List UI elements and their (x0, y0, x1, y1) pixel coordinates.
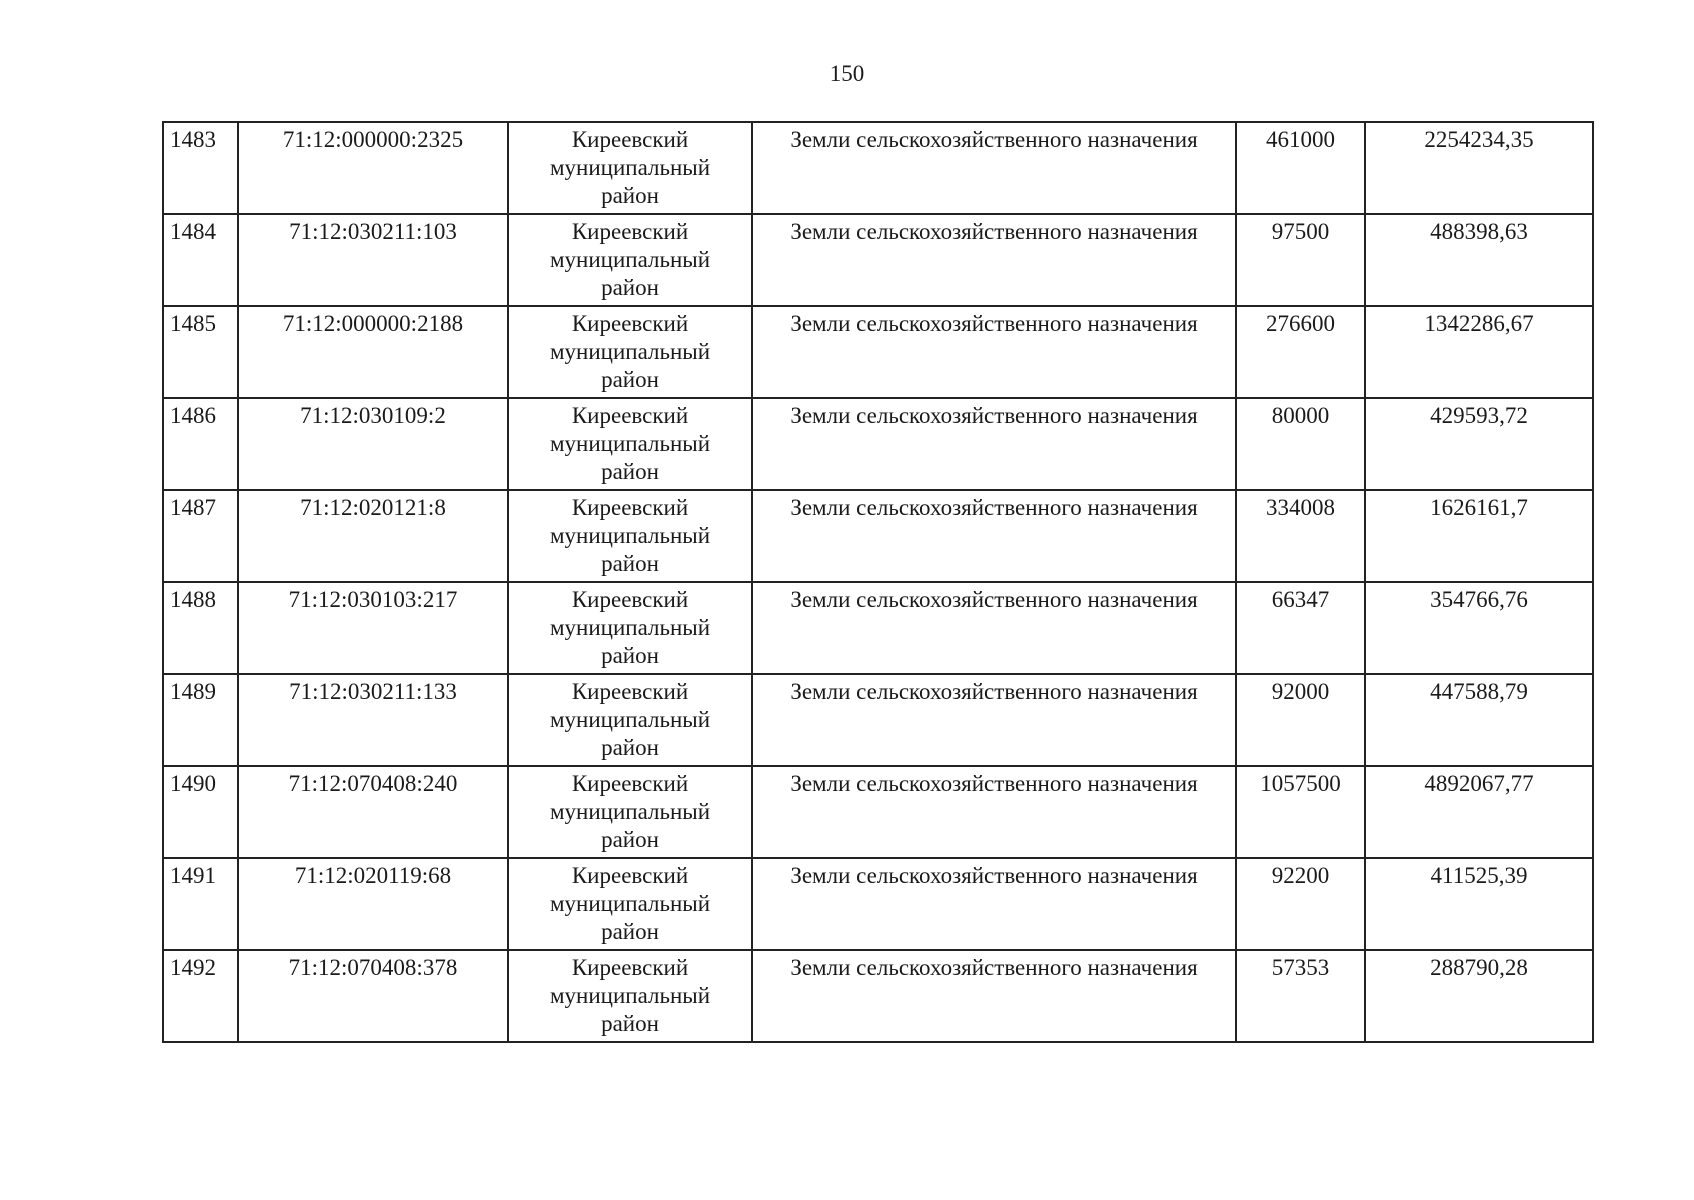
page-number: 150 (829, 61, 865, 86)
district-type: муниципальный (549, 431, 711, 456)
row-number: 1488 (163, 582, 238, 674)
district-unit: район (601, 1011, 659, 1036)
area: 57353 (1236, 950, 1365, 1042)
table-body (163, 122, 1593, 1042)
district-unit: район (601, 551, 659, 576)
cadastral-value: 488398,63 (1365, 214, 1593, 306)
district-type: муниципальный (549, 707, 711, 732)
district-name: Киреевский (571, 495, 689, 520)
row-number: 1483 (163, 122, 238, 214)
district-unit: район (601, 643, 659, 668)
district-cell (508, 398, 752, 490)
cadastral-value: 288790,28 (1365, 950, 1593, 1042)
area: 1057500 (1236, 766, 1365, 858)
cadastral-value: 447588,79 (1365, 674, 1593, 766)
cadastral-value: 2254234,35 (1365, 122, 1593, 214)
district-unit: район (601, 735, 659, 760)
district-cell (508, 490, 752, 582)
cadastral-number: 71:12:070408:378 (238, 950, 508, 1042)
land-category: Земли сельскохозяйственного назначения (752, 306, 1236, 398)
district-cell (508, 306, 752, 398)
cadastral-value: 4892067,77 (1365, 766, 1593, 858)
district-unit: район (601, 183, 659, 208)
district-type: муниципальный (549, 155, 711, 180)
district-name: Киреевский (571, 219, 689, 244)
district-cell (508, 674, 752, 766)
district-name: Киреевский (571, 403, 689, 428)
cadastral-value: 411525,39 (1365, 858, 1593, 950)
area: 92000 (1236, 674, 1365, 766)
district-cell (508, 214, 752, 306)
cadastral-number: 71:12:020119:68 (238, 858, 508, 950)
table-row (163, 306, 1593, 398)
district-name: Киреевский (571, 587, 689, 612)
table-row (163, 674, 1593, 766)
land-category: Земли сельскохозяйственного назначения (752, 214, 1236, 306)
cadastral-number: 71:12:000000:2325 (238, 122, 508, 214)
district-unit: район (601, 919, 659, 944)
district-cell (508, 582, 752, 674)
row-number: 1492 (163, 950, 238, 1042)
row-number: 1484 (163, 214, 238, 306)
row-number: 1489 (163, 674, 238, 766)
row-number: 1485 (163, 306, 238, 398)
table-row (163, 398, 1593, 490)
table-row (163, 122, 1593, 214)
land-category: Земли сельскохозяйственного назначения (752, 490, 1236, 582)
district-type: муниципальный (549, 615, 711, 640)
row-number: 1487 (163, 490, 238, 582)
land-category: Земли сельскохозяйственного назначения (752, 858, 1236, 950)
district-unit: район (601, 275, 659, 300)
area: 66347 (1236, 582, 1365, 674)
table-row (163, 490, 1593, 582)
land-category: Земли сельскохозяйственного назначения (752, 122, 1236, 214)
area: 80000 (1236, 398, 1365, 490)
district-type: муниципальный (549, 799, 711, 824)
district-type: муниципальный (549, 523, 711, 548)
table-row (163, 858, 1593, 950)
area: 276600 (1236, 306, 1365, 398)
district-unit: район (601, 827, 659, 852)
area: 97500 (1236, 214, 1365, 306)
table-row (163, 582, 1593, 674)
cadastral-value: 1626161,7 (1365, 490, 1593, 582)
district-cell (508, 858, 752, 950)
cadastral-number: 71:12:030211:103 (238, 214, 508, 306)
district-name: Киреевский (571, 863, 689, 888)
district-cell (508, 766, 752, 858)
cadastral-number: 71:12:070408:240 (238, 766, 508, 858)
cadastral-value: 1342286,67 (1365, 306, 1593, 398)
cadastral-value: 429593,72 (1365, 398, 1593, 490)
district-name: Киреевский (571, 311, 689, 336)
land-registry-table (162, 121, 1594, 1043)
land-category: Земли сельскохозяйственного назначения (752, 582, 1236, 674)
table-row (163, 766, 1593, 858)
row-number: 1490 (163, 766, 238, 858)
cadastral-number: 71:12:020121:8 (238, 490, 508, 582)
land-category: Земли сельскохозяйственного назначения (752, 674, 1236, 766)
district-name: Киреевский (571, 955, 689, 980)
district-name: Киреевский (571, 127, 689, 152)
district-type: муниципальный (549, 247, 711, 272)
land-category: Земли сельскохозяйственного назначения (752, 398, 1236, 490)
district-type: муниципальный (549, 891, 711, 916)
district-type: муниципальный (549, 983, 711, 1008)
land-category: Земли сельскохозяйственного назначения (752, 766, 1236, 858)
area: 334008 (1236, 490, 1365, 582)
row-number: 1486 (163, 398, 238, 490)
cadastral-number: 71:12:030103:217 (238, 582, 508, 674)
row-number: 1491 (163, 858, 238, 950)
cadastral-value: 354766,76 (1365, 582, 1593, 674)
table-row (163, 950, 1593, 1042)
cadastral-number: 71:12:030211:133 (238, 674, 508, 766)
cadastral-number: 71:12:030109:2 (238, 398, 508, 490)
district-cell (508, 950, 752, 1042)
district-cell (508, 122, 752, 214)
district-name: Киреевский (571, 771, 689, 796)
district-unit: район (601, 459, 659, 484)
district-unit: район (601, 367, 659, 392)
district-type: муниципальный (549, 339, 711, 364)
district-name: Киреевский (571, 679, 689, 704)
table-row (163, 214, 1593, 306)
area: 461000 (1236, 122, 1365, 214)
cadastral-number: 71:12:000000:2188 (238, 306, 508, 398)
area: 92200 (1236, 858, 1365, 950)
land-category: Земли сельскохозяйственного назначения (752, 950, 1236, 1042)
